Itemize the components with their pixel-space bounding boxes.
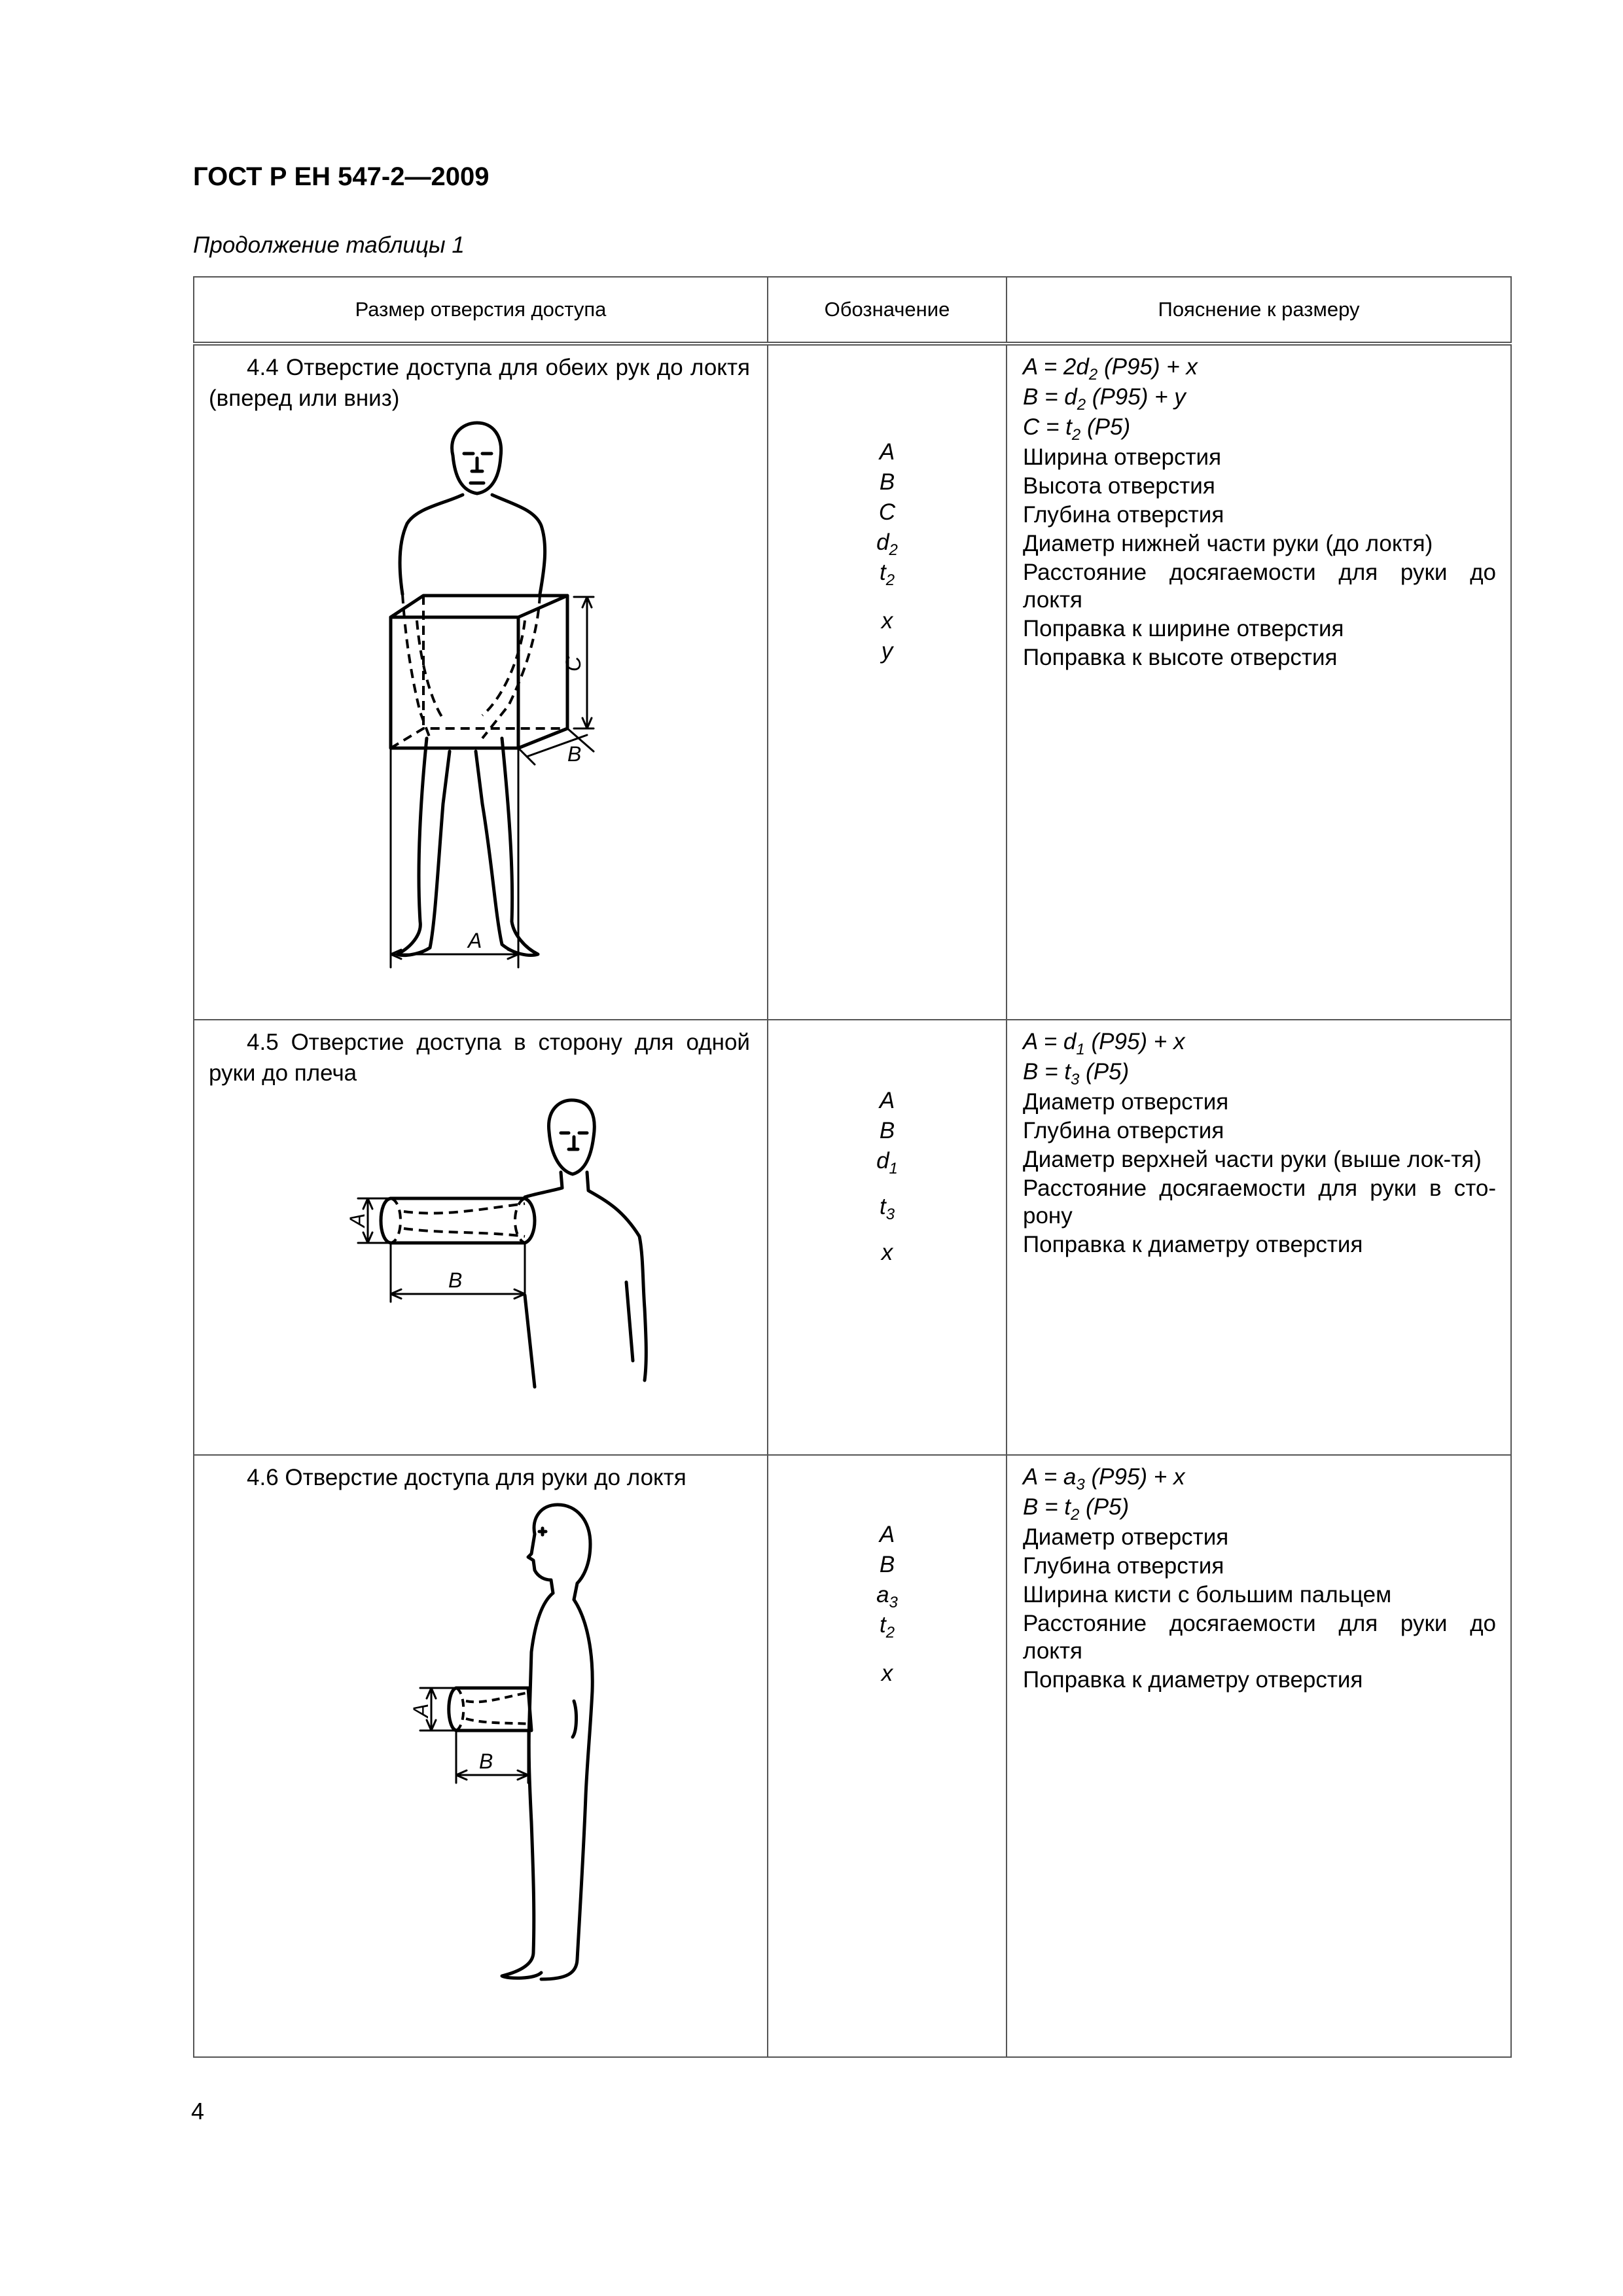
designation-spacer: [768, 588, 1006, 606]
designation-item: x: [881, 608, 893, 634]
formula-line: $A = 2d_2$ (P95) + x: [1023, 354, 1198, 384]
table-row: [194, 1020, 1511, 1455]
explanation-line: Поправка к диаметру отверстия: [1023, 1232, 1363, 1257]
designation-cell: [768, 1020, 1007, 1455]
designation-item: $t_2$: [879, 560, 895, 589]
designation-item: $d_1$: [876, 1148, 898, 1177]
explanation-line: Ширина кисти с большим пальцем: [1023, 1582, 1392, 1607]
explanation-line: Диаметр отверстия: [1023, 1524, 1229, 1550]
figure-label-a: A: [468, 929, 482, 952]
table-row: [194, 344, 1511, 1020]
explanation-line: Расстояние досягаемости для руки до локтя: [1023, 1611, 1496, 1664]
explanation-list: [1007, 1456, 1510, 1694]
formula-line: $B = d_2$ (P95) + y: [1023, 384, 1186, 414]
table-caption: Продолжение таблицы 1: [193, 232, 465, 258]
explanation-line: Расстояние досягаемости для руки до локтя: [1023, 560, 1496, 613]
designation-item: $d_2$: [876, 529, 898, 559]
explanation-list: [1007, 1020, 1510, 1259]
designation-item: A: [879, 1522, 895, 1547]
column-header-explanation: Пояснение к размеру: [1007, 277, 1511, 344]
formula-line: $A = a_3$ (P95) + x: [1023, 1464, 1185, 1494]
explanation-line: Глубина отверстия: [1023, 502, 1224, 528]
explanation-line: Ширина отверстия: [1023, 444, 1222, 470]
explanation-line: Диаметр верхней части руки (выше лок-тя): [1023, 1147, 1482, 1172]
table-row: [194, 1455, 1511, 2057]
page-number: 4: [191, 2098, 205, 2125]
two-arms-figure: [194, 346, 768, 1022]
explanation-line: Поправка к диаметру отверстия: [1023, 1667, 1363, 1693]
row-title: 4.5 Отверстие доступа в сторону для одной руки до плеча: [209, 1030, 750, 1086]
designation-item: A: [879, 439, 895, 465]
formula-line: $B = t_2$ (P5): [1023, 1494, 1130, 1524]
designation-list: [768, 346, 1006, 666]
designation-list: [768, 1456, 1006, 1689]
explanation-line: Глубина отверстия: [1023, 1553, 1224, 1579]
designation-item: B: [879, 1118, 895, 1143]
side-arm-figure: [194, 1020, 768, 1456]
explanation-line: Диаметр нижней части руки (до локтя): [1023, 531, 1433, 556]
row-title: 4.6 Отверстие доступа для руки до локтя: [247, 1465, 687, 1490]
figure-label-b: B: [448, 1268, 463, 1292]
designation-item: $a_3$: [876, 1582, 898, 1611]
row-description-cell: [194, 1020, 768, 1455]
designation-spacer: [768, 1640, 1006, 1659]
designation-item: B: [879, 1552, 895, 1577]
designation-item: C: [878, 499, 896, 525]
designation-item: $t_3$: [879, 1194, 895, 1223]
figure-label-b: B: [479, 1749, 493, 1773]
designation-item: B: [879, 469, 895, 495]
explanation-line: Поправка к высоте отверстия: [1023, 645, 1338, 670]
column-header-size: Размер отверстия доступа: [194, 277, 768, 344]
designation-cell: [768, 1455, 1007, 2057]
row-title: 4.4 Отверстие доступа для обеих рук до локтя (вперед или вниз): [209, 355, 750, 411]
designation-spacer: [768, 1176, 1006, 1192]
formula-line: $A = d_1$ (P95) + x: [1023, 1029, 1185, 1058]
designation-item: y: [881, 638, 893, 664]
explanation-cell: [1007, 344, 1511, 1020]
designation-item: x: [881, 1660, 893, 1686]
designation-list: [768, 1020, 1006, 1268]
formula-line: $B = t_3$ (P5): [1023, 1059, 1130, 1088]
designation-item: A: [879, 1088, 895, 1113]
explanation-line: Расстояние досягаемости для руки в сто-рону: [1023, 1175, 1496, 1229]
forearm-figure: [194, 1456, 768, 2058]
formula-line: $C = t_2$ (P5): [1023, 414, 1131, 444]
figure-label-b: B: [567, 742, 582, 766]
column-header-designation: Обозначение: [768, 277, 1007, 344]
explanation-line: Высота отверстия: [1023, 473, 1215, 499]
explanation-cell: [1007, 1020, 1511, 1455]
row-description-cell: [194, 1455, 768, 2057]
figure-label-a: A: [409, 1703, 433, 1717]
designation-cell: [768, 344, 1007, 1020]
explanation-line: Глубина отверстия: [1023, 1118, 1224, 1143]
access-openings-table: [193, 276, 1512, 2058]
explanation-cell: [1007, 1455, 1511, 2057]
figure-label-c: C: [562, 656, 585, 672]
designation-item: x: [881, 1240, 893, 1265]
row-description-cell: [194, 344, 768, 1020]
document-title: ГОСТ Р ЕН 547-2—2009: [193, 162, 490, 191]
table-header-row: [194, 277, 1511, 344]
explanation-line: Поправка к ширине отверстия: [1023, 616, 1344, 641]
explanation-list: [1007, 346, 1510, 672]
designation-item: $t_2$: [879, 1612, 895, 1641]
figure-label-a: A: [346, 1213, 369, 1227]
designation-spacer: [768, 1222, 1006, 1238]
explanation-line: Диаметр отверстия: [1023, 1089, 1229, 1115]
